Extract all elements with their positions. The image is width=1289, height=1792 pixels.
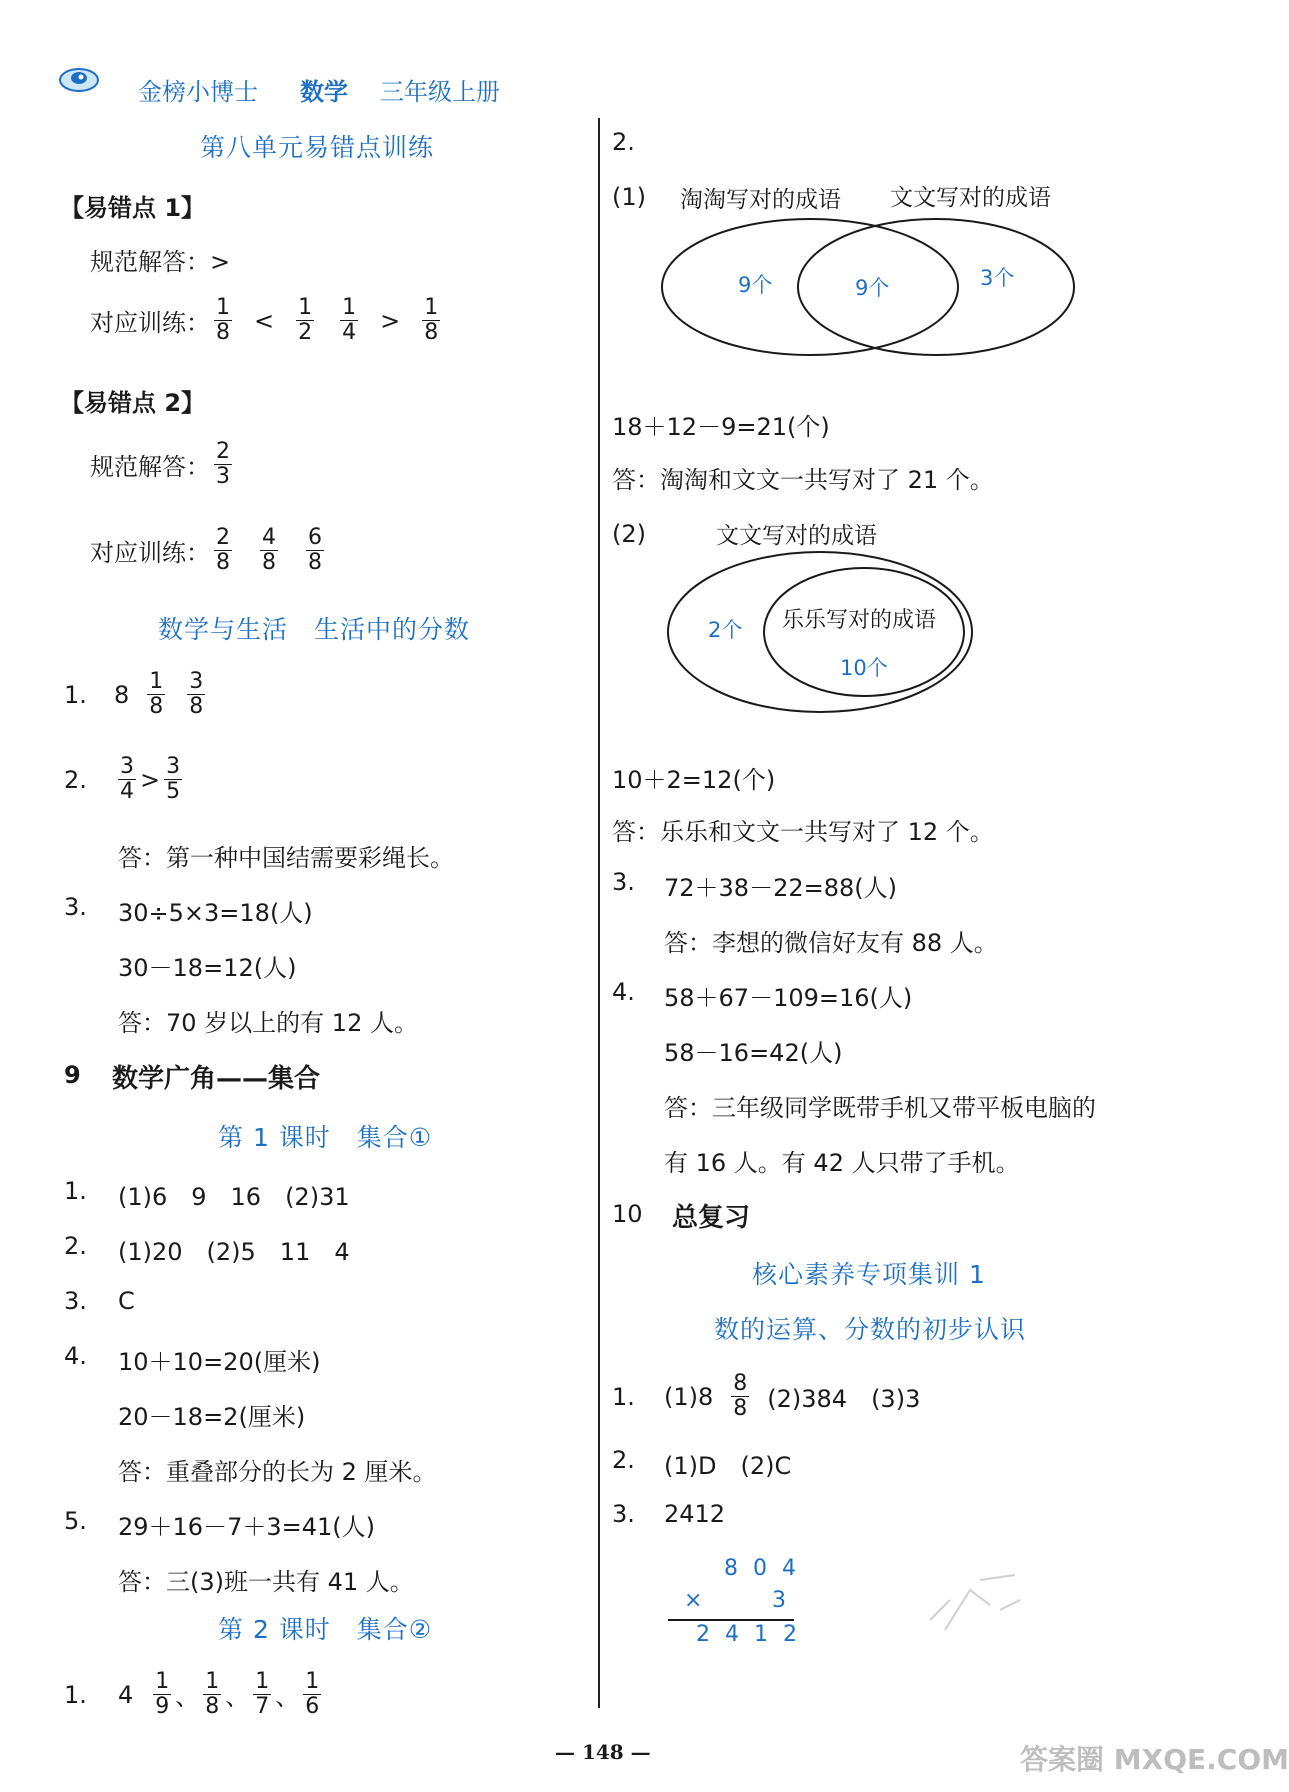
fraction: $\frac{2}{8}$ <box>216 525 230 575</box>
page-number: — 148 — <box>555 1740 651 1764</box>
std-label: 规范解答： <box>90 248 210 276</box>
part-2-calc: 10＋2=12(个) <box>612 766 776 794</box>
venn1-right-ellipse <box>798 219 1074 355</box>
l1-q2-answer: (1)20 (2)5 11 4 <box>118 1238 350 1266</box>
chapter-10-title: 总复习 <box>672 1203 751 1233</box>
fraction: $\frac{1}{8}$ <box>205 1669 220 1719</box>
chapter-9-title: 数学广角——集合 <box>112 1064 321 1094</box>
r-q4-line1: 58＋67－109=16(人) <box>664 984 913 1012</box>
l1-q4-line1: 10＋10=20(厘米) <box>118 1348 321 1376</box>
question-number: 2. <box>64 1232 87 1260</box>
life-q1 <box>64 670 209 719</box>
fraction: $\frac{3}{5}$ <box>166 754 181 804</box>
separator: 、 <box>275 1683 300 1711</box>
e2-training <box>90 526 328 575</box>
part-2-label: (2) <box>612 520 646 548</box>
life-q3-line1: 30÷5×3=18(人) <box>118 899 313 927</box>
life-q3-answer: 答：70 岁以上的有 12 人。 <box>118 1009 418 1037</box>
part-1-calc: 18＋12－9=21(个) <box>612 413 830 441</box>
fraction: $\frac{1}{8}$ <box>424 295 439 345</box>
part-1-answer: 答：淘淘和文文一共写对了 21 个。 <box>612 466 994 494</box>
part-2-answer: 答：乐乐和文文一共写对了 12 个。 <box>612 818 994 846</box>
question-number: 4. <box>612 978 635 1006</box>
venn1-left-ellipse <box>662 219 958 355</box>
fraction: $\frac{1}{8}$ <box>149 669 164 719</box>
mult-top: 8 0 4 <box>724 1556 800 1581</box>
l2-q1 <box>64 1670 325 1719</box>
question-number: 3. <box>64 893 87 921</box>
question-number: 3. <box>64 1287 87 1315</box>
core-training-subtitle: 数的运算、分数的初步认识 <box>714 1315 1027 1344</box>
e2-standard-answer <box>90 440 236 489</box>
venn-diagram-2 <box>660 515 990 715</box>
train-label: 对应训练： <box>90 539 210 567</box>
compare-op: > <box>140 765 161 794</box>
question-number: 2. <box>612 128 635 156</box>
answer-value: 4 <box>118 1680 134 1709</box>
life-title: 数学与生活 生活中的分数 <box>158 615 471 644</box>
mult-line <box>668 1619 794 1621</box>
l1-q1-answer: (1)6 9 16 (2)31 <box>118 1183 350 1211</box>
fraction: $\frac{4}{8}$ <box>262 525 276 575</box>
e1-training <box>90 296 444 345</box>
book-name: 金榜小博士 <box>138 78 258 106</box>
venn2-outer-title: 文文写对的成语 <box>716 523 877 549</box>
core-training-title: 核心素养专项集训 1 <box>752 1260 986 1289</box>
question-number: 3. <box>612 1500 635 1528</box>
pencil-scribble <box>920 1560 1030 1640</box>
fraction: $\frac{1}{4}$ <box>342 295 357 345</box>
error-point-1-label: 【易错点 1】 <box>60 194 206 222</box>
fraction: $\frac{1}{9}$ <box>155 1669 170 1719</box>
column-divider <box>598 118 600 1708</box>
venn1-right-title: 文文写对的成语 <box>890 185 1051 211</box>
chapter-10-number: 10 <box>612 1200 643 1228</box>
fraction: $\frac{1}{7}$ <box>255 1669 270 1719</box>
l1-q4-line2: 20－18=2(厘米) <box>118 1403 306 1431</box>
mult-multiplier: 3 <box>772 1588 786 1613</box>
question-number: 4. <box>64 1342 87 1370</box>
life-q3-line2: 30－18=12(人) <box>118 954 297 982</box>
l1-q5-line1: 29＋16－7＋3=41(人) <box>118 1513 375 1541</box>
life-q2-answer: 答：第一种中国结需要彩绳长。 <box>118 844 454 872</box>
r-q3-calc: 72＋38－22=88(人) <box>664 874 897 902</box>
question-number: 2. <box>612 1446 635 1474</box>
r-q4-answer-1: 答：三年级同学既带手机又带平板电脑的 <box>664 1094 1096 1122</box>
answer-part-b: (2)384 (3)3 <box>767 1385 921 1413</box>
std-label: 规范解答： <box>90 453 210 481</box>
question-number: 2. <box>64 765 87 794</box>
mult-result: 2 4 1 2 <box>696 1622 801 1647</box>
fraction: $\frac{3}{4}$ <box>120 754 134 804</box>
venn2-outer-value: 2个 <box>708 618 743 642</box>
question-number: 1. <box>64 1177 87 1205</box>
venn2-inner-title: 乐乐写对的成语 <box>782 608 937 633</box>
std-value: > <box>210 248 231 276</box>
part-1-label: (1) <box>612 183 646 211</box>
r-q4-answer-2: 有 16 人。有 42 人只带了手机。 <box>664 1149 1020 1177</box>
subject-name: 数学 <box>300 78 348 106</box>
fraction: $\frac{1}{6}$ <box>305 1669 320 1719</box>
fraction: $\frac{6}{8}$ <box>308 525 322 575</box>
unit8-title: 第八单元易错点训练 <box>200 133 435 162</box>
venn1-left-value: 9个 <box>738 273 773 297</box>
question-number: 1. <box>64 1680 87 1709</box>
fraction: $\frac{8}{8}$ <box>733 1371 748 1421</box>
compare-op: > <box>380 306 401 335</box>
venn1-left-title: 淘淘写对的成语 <box>680 187 841 213</box>
e1-standard-answer <box>90 242 230 277</box>
l1-q3-answer: C <box>118 1287 135 1315</box>
separator: 、 <box>225 1683 250 1711</box>
separator: 、 <box>175 1683 200 1711</box>
venn1-right-value: 3个 <box>980 266 1015 290</box>
logo-icon <box>58 66 100 98</box>
r-q4-line2: 58－16=42(人) <box>664 1039 843 1067</box>
r-q3-answer: 答：李想的微信好友有 88 人。 <box>664 929 998 957</box>
chapter-9-number: 9 <box>64 1061 81 1089</box>
watermark: 答案圈 MXQE.COM <box>1020 1743 1289 1776</box>
l1-q4-answer: 答：重叠部分的长为 2 厘米。 <box>118 1458 437 1486</box>
venn-diagram-1 <box>650 175 1100 375</box>
error-point-2-label: 【易错点 2】 <box>60 389 206 417</box>
core-q1 <box>612 1372 920 1421</box>
fraction: $\frac{1}{8}$ <box>216 295 230 345</box>
question-number: 1. <box>612 1382 635 1411</box>
compare-op: < <box>254 306 275 335</box>
life-q2 <box>64 755 186 804</box>
lesson-1-title: 第 1 课时 集合① <box>218 1123 433 1152</box>
question-number: 5. <box>64 1507 87 1535</box>
question-number: 1. <box>64 680 87 709</box>
core-q3-answer: 2412 <box>664 1500 726 1528</box>
venn2-inner-value: 10个 <box>840 656 888 680</box>
mult-operator: × <box>684 1588 703 1613</box>
fraction: $\frac{2}{3}$ <box>216 439 230 489</box>
train-label: 对应训练： <box>90 309 210 337</box>
grade-name: 三年级上册 <box>380 78 500 106</box>
l1-q5-answer: 答：三(3)班一共有 41 人。 <box>118 1568 414 1596</box>
fraction: $\frac{1}{2}$ <box>298 295 313 345</box>
core-q2-answer: (1)D (2)C <box>664 1452 792 1480</box>
answer-value: 8 <box>114 680 130 709</box>
answer-part-a: (1)8 <box>664 1382 714 1411</box>
venn1-middle-value: 9个 <box>855 276 890 300</box>
fraction: $\frac{3}{8}$ <box>189 669 204 719</box>
lesson-2-title: 第 2 课时 集合② <box>218 1615 433 1644</box>
question-number: 3. <box>612 868 635 896</box>
